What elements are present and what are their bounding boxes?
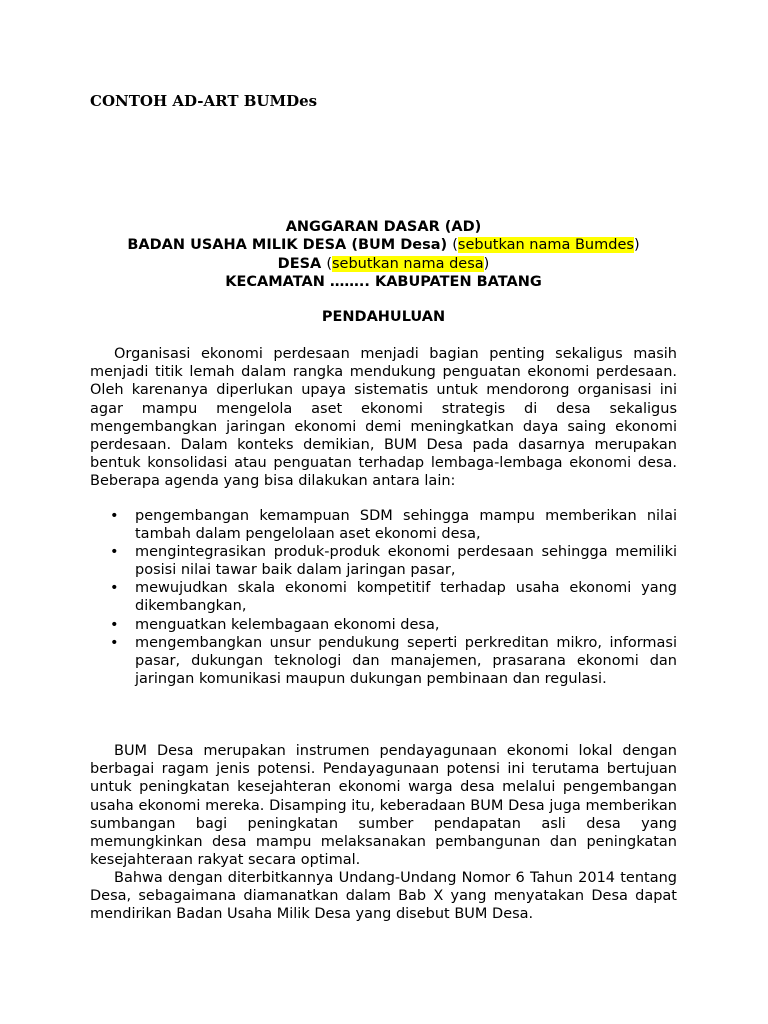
title-line-2 bbox=[90, 236, 677, 254]
paragraph-intro: Organisasi ekonomi perdesaan menjadi bagian penting sekaligus masih menjadi titik lemah dalam rangka mendukung penguatan ekonomi perdesaan. Oleh karenanya diperlukan upaya sistematis untuk mendorong organisasi ini agar mampu mengelola aset ekonomi strategis di desa sekaligus mengembangkan jaringan ekonomi demi meningkatkan daya saing ekonomi perdesaan. Dalam konteks demikian, BUM Desa pada dasarnya merupakan bentuk konsolidasi atau penguatan terhadap lembaga-lembaga ekonomi desa. Beberapa agenda yang bisa dilakukan antara lain: bbox=[90, 346, 677, 490]
document-label: CONTOH AD-ART BUMDes bbox=[90, 92, 318, 110]
bumdes-name-placeholder: sebutkan nama Bumdes bbox=[457, 237, 634, 254]
list-item bbox=[90, 543, 677, 579]
list-item-text: mewujudkan skala ekonomi kompetitif terhadap usaha ekonomi yang dikembangkan, bbox=[135, 580, 677, 615]
bullet-icon: • bbox=[110, 616, 119, 633]
list-item bbox=[90, 507, 677, 543]
bullet-icon: • bbox=[110, 544, 119, 561]
title-line-3-close-paren: ) bbox=[483, 255, 490, 272]
section-heading: PENDAHULUAN bbox=[321, 309, 446, 325]
title-line-3-open-paren: ( bbox=[326, 255, 332, 272]
title-line-3 bbox=[90, 255, 677, 273]
title-line-2-close-paren: ) bbox=[633, 237, 640, 254]
title-line-2-text: BADAN USAHA MILIK DESA (BUM Desa) bbox=[127, 237, 453, 254]
title-line-3-text: DESA bbox=[277, 255, 327, 272]
list-item-text: pengembangan kemampuan SDM sehingga mampu memberikan nilai tambah dalam pengelolaan aset ekonomi desa, bbox=[135, 508, 677, 543]
list-item-text: mengembangkan unsur pendukung seperti perkreditan mikro, informasi pasar, dukungan teknologi dan manajemen, prasarana ekonomi dan jaringan komunikasi maupun dukungan pembinaan dan regulasi. bbox=[135, 634, 677, 687]
bullet-icon: • bbox=[110, 580, 119, 597]
title-line-2-open-paren: ( bbox=[452, 237, 458, 254]
title-line-4: KECAMATAN …….. KABUPATEN BATANG bbox=[225, 273, 542, 290]
bullet-icon: • bbox=[110, 634, 119, 651]
list-item bbox=[90, 634, 677, 688]
list-item-text: mengintegrasikan produk-produk ekonomi perdesaan sehingga memiliki posisi nilai tawar baik dalam jaringan pasar, bbox=[135, 544, 677, 579]
title-line-1: ANGGARAN DASAR (AD) bbox=[285, 219, 482, 235]
paragraph-legal-basis: Bahwa dengan diterbitkannya Undang-Undang Nomor 6 Tahun 2014 tentang Desa, sebagaimana diamanatkan dalam Bab X yang menyatakan Desa dapat mendirikan Badan Usaha Milik Desa yang disebut BUM Desa. bbox=[90, 870, 677, 923]
agenda-list bbox=[90, 507, 677, 688]
bullet-icon: • bbox=[110, 508, 119, 524]
list-item bbox=[90, 616, 677, 634]
list-item bbox=[90, 579, 677, 615]
village-name-placeholder: sebutkan nama desa bbox=[332, 255, 484, 272]
document-title bbox=[90, 218, 677, 291]
list-item-text: menguatkan kelembagaan ekonomi desa, bbox=[135, 616, 440, 633]
paragraph-bumdes-instrument: BUM Desa merupakan instrumen pendayagunaan ekonomi lokal dengan berbagai ragam jenis potensi. Pendayagunaan potensi ini terutama bertujuan untuk peningkatan kesejahteran ekonomi warga desa melalui pengembangan usaha ekonomi mereka. Disamping itu, keberadaan BUM Desa juga memberikan sumbangan bagi peningkatan sumber pendapatan asli desa yang memungkinkan desa mampu melaksanakan pembangunan dan peningkatan kesejahteraan rakyat secara optimal. bbox=[90, 743, 677, 869]
